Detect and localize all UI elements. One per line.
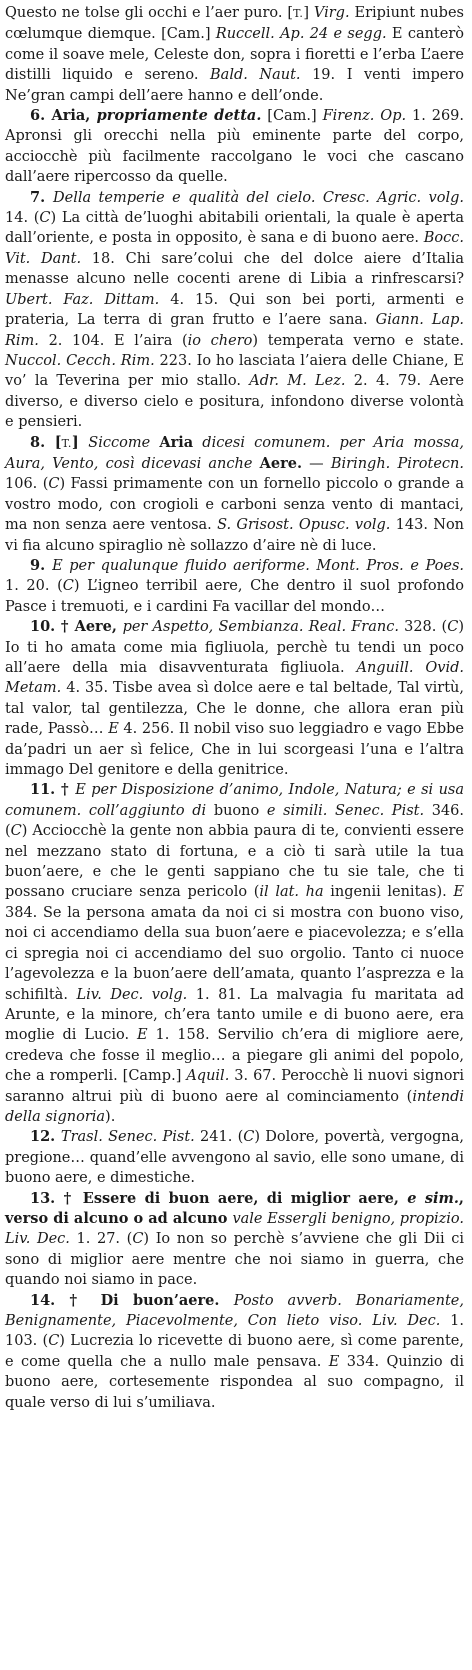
entry-text-run: simili. Senec. Pist. xyxy=(283,802,425,819)
entry-text-run: Bald. Naut. xyxy=(210,67,301,84)
entry-text-run: T. xyxy=(293,7,304,20)
entry-text-run: ) Dolore, povertà, vergogna, pregione… quand’elle avvengono al savio, elle sono umane, di buono aere, e dimestiche. xyxy=(5,1129,464,1187)
dictionary-entry xyxy=(5,1291,464,1413)
entry-text-run: C xyxy=(48,1333,60,1350)
entry-text-run: E per Disposizione d’animo, Indole, Natura; e si usa comunem. coll’aggiunto di xyxy=(5,782,464,819)
entry-text-run: io chero xyxy=(187,332,253,349)
entry-text-run: ) temperata verno e state. xyxy=(252,332,465,349)
entry-text-run: per Aspetto, Sembianza. Real. Franc. xyxy=(122,619,399,636)
entry-text-run: il lat. ha xyxy=(259,884,324,901)
dictionary-entry xyxy=(5,780,464,1127)
entry-text-run: ). xyxy=(105,1108,116,1125)
entry-text-run: 3. 67. Perocchè li nuovi signori saranno altrui più di buono aere al cominciamento ( xyxy=(5,1068,464,1105)
entry-text-run: Siccome xyxy=(88,434,160,451)
entry-text-run: 4. 256. Il nobil viso suo leggiadro e vago Ebbe da’padri un aer sì felice, Che in lui scorgeasi l’una e l’altra immago Del genitore e della genitrice. xyxy=(5,721,464,779)
entry-text-run: intendi della signoria xyxy=(5,1088,464,1125)
dictionary-entry xyxy=(5,1189,464,1291)
entry-text-run: 12. xyxy=(30,1128,61,1146)
entry-text-run: 1. 20. ( xyxy=(5,578,63,595)
dictionary-entry xyxy=(5,188,464,433)
entry-text-run: Aere. xyxy=(259,454,302,472)
entry-text-run: 10. † Aere, xyxy=(30,618,123,636)
entry-text-run: Eripiunt nubes cœlumque diemque. [Cam.] xyxy=(5,5,464,43)
entry-text-run: Firenz. Op. xyxy=(322,108,407,125)
entry-text-run: Giann. Lap. Rim. xyxy=(5,312,464,349)
entry-text-run: e xyxy=(259,802,284,819)
entry-text-run: 2. 104. E l’aira ( xyxy=(38,332,188,349)
entry-text-run: ) Io ti ho amata come mia figliuola, perchè tu tendi un poco all’aere della mia disavventurata figliuola. xyxy=(5,619,464,676)
entry-text-run: ) Fassi primamente con un fornello piccolo o grande a vostro modo, con crogioli e carboni senza vento di mantaci, ma non senza aere ventosa. xyxy=(5,476,464,534)
entry-text-run: ) L’igneo terribil aere, Che dentro il suol profondo Pasce i tremuoti, e i cardini Fa vacillar del mondo… xyxy=(5,578,464,615)
entry-text-run: e sim. xyxy=(407,1189,459,1207)
entry-text-run: Posto avverb. Bonariamente, Benignamente, Piacevolmente, Con lieto viso. Liv. Dec. xyxy=(5,1292,464,1329)
entry-text-run: C xyxy=(62,578,74,595)
entry-text-run: Adr. M. Lez. xyxy=(249,373,346,390)
entry-text-run: buono xyxy=(213,802,260,819)
entry-text-run: Ubert. Faz. Dittam. xyxy=(5,291,160,308)
entry-text-run: 241. ( xyxy=(194,1129,244,1146)
entry-text-run: 19. I venti impero Ne’gran campi dell’aere hanno e dell’onde. xyxy=(5,67,465,104)
entry-text-run: E xyxy=(108,721,119,738)
entry-text-run: 143. Non vi fia alcuno spiraglio nè sollazzo d’aire nè di luce. xyxy=(5,517,465,554)
entry-text-run: Virg. xyxy=(313,5,350,21)
entry-text-run: S. Grisost. Opusc. volg. xyxy=(217,517,391,534)
entry-text-run: Aquil. xyxy=(186,1068,230,1085)
entry-text-run: Biringh. Pirotecn. xyxy=(330,455,464,472)
entry-text-run: Questo ne tolse gli occhi e l’aer puro. [ xyxy=(5,5,294,21)
entry-text-run: E xyxy=(453,884,464,901)
entry-text-run: C xyxy=(39,210,51,227)
entry-text-run: Trasl. Senec. Pist. xyxy=(60,1129,195,1146)
entry-text-run: C xyxy=(243,1129,255,1146)
entry-text-run: C xyxy=(447,619,459,636)
entry-text-run: propriamente detta. xyxy=(96,107,262,125)
entry-text-run: Della temperie e qualità del cielo. Cresc. Agric. volg. xyxy=(53,189,465,206)
entry-text-run: ingenii lenitas). xyxy=(323,884,454,901)
entry-text-run: 1. 103. ( xyxy=(5,1313,464,1350)
dictionary-entry xyxy=(5,1127,464,1188)
entry-text-run: 1. 269. Apronsi gli orecchi nella più eminente parte del corpo, acciocchè più facilmente raccolgano le voci che cascano dall’aere ripercosso da quelle. xyxy=(5,108,465,186)
entry-text-run: 1. 81. La malvagia fu maritata ad Arunte, e la minore, ch’era tanto umile e di buono aere, era moglie di Lucio. xyxy=(5,986,465,1044)
entry-text-run: 4. 15. Qui son bei porti, armenti e prateria, La terra di gran frutto e l’aere sana. xyxy=(5,291,465,329)
entry-text-run: , verso di alcuno o ad alcuno xyxy=(5,1189,464,1227)
entry-text-run: ] xyxy=(303,5,314,21)
entry-text-run: 4. 35. Tisbe avea sì dolce aere e tal beltade, Tal virtù, tal valor, tal gentilezza, Che le donne, che allora eran più rade, Passò… xyxy=(5,680,464,738)
entry-text-run: E canterò come il soave mele, Celeste don, sopra i fioretti e l’erba L’aere distilli liquido e sereno. xyxy=(5,26,464,84)
entry-text-run: Anguill. Ovid. Metam. xyxy=(5,660,464,697)
entry-text-run: C xyxy=(10,823,22,840)
entry-text-run: 334. Quinzio di buono aere, cortesemente rispondea al suo compagno, il quale verso di lui s’umiliava. xyxy=(5,1353,464,1411)
entry-continuation xyxy=(5,3,464,106)
entry-text-run: 223. Io ho lasciata l’aiera delle Chiane, E vo’ la Teverina per mio stallo. xyxy=(5,352,464,390)
entry-text-run: E xyxy=(328,1353,340,1370)
entry-text-run: — xyxy=(302,455,331,472)
entry-text-run: 13. † Essere di buon aere, di miglior aere, xyxy=(30,1189,408,1207)
entry-text-run: 384. Se la persona amata da noi ci si mostra con buono viso, noi ci accendiamo della sua buon’aere e piacevolezza; e s’ella ci spregia noi ci accendiamo del suo orgolio. Tanto ci nuoce l’agevolezza e la buon’aere dell’amata, quanto l’asprezza e la schifiltà. xyxy=(5,904,464,1003)
entry-text-run: ) Acciocchè la gente non abbia paura di te, convienti essere nel mezzano stato di fortuna, e a ciò ti sarà utile la tua buon’aere, e che le genti sappiano che tu sie tale, che ti possano cruciare senza pericolo ( xyxy=(5,823,464,901)
entry-text-run: 6. Aria, xyxy=(30,107,97,125)
entry-text-run: 11. † xyxy=(30,781,76,799)
entry-text-run: dicesi comunem. per Aria mossa, Aura, Vento, così dicevasi anche xyxy=(5,434,464,472)
entry-text-run: T. xyxy=(61,436,72,450)
entry-text-run: 106. ( xyxy=(5,476,49,493)
entry-text-run: Ruccell. Ap. 24 e segg. xyxy=(215,26,387,43)
dictionary-entry xyxy=(5,617,464,780)
entry-text-run: [Cam.] xyxy=(261,108,323,125)
entry-text-run: 1. 27. ( xyxy=(69,1231,133,1248)
dictionary-entry xyxy=(5,106,464,188)
entry-text-run: 346. ( xyxy=(5,802,464,840)
entry-text-run: ) La città de’luoghi abitabili orientali, la quale è aperta dall’oriente, e posta in opposito, è sana e di buono aere. xyxy=(5,210,465,247)
entry-text-run: 7. xyxy=(30,188,53,206)
dictionary-entry xyxy=(5,433,464,556)
entry-text-run: C xyxy=(48,476,60,493)
entry-text-run: 8. [ xyxy=(30,433,62,451)
entry-text-run: 14. † Di buon’aere. xyxy=(30,1291,234,1309)
entry-text-run: ] xyxy=(71,433,89,451)
entry-text-run: Bocc. Vit. Dant. xyxy=(5,230,464,267)
entry-text-run: ) Io non so perchè s’avviene che gli Dii ci sono di miglior aere mentre che noi siamo in guerra, che quando noi siamo in pace. xyxy=(5,1231,464,1289)
entry-text-run: E xyxy=(137,1027,148,1044)
entry-text-run: 14. ( xyxy=(5,210,40,227)
dictionary-entry xyxy=(5,556,464,617)
entry-text-run: 2. 4. 79. Aere diverso, e diverso cielo e positura, infondono diverse volontà e pensieri. xyxy=(5,373,465,431)
entry-text-run: Nuccol. Cecch. Rim. xyxy=(5,352,155,369)
entry-text-run: 328. ( xyxy=(398,619,448,636)
entry-text-run: 18. Chi sare’colui che del dolce aiere d’Italia menasse alcuno nelle cocenti arene di Libia a rinfrescarsi? xyxy=(5,250,465,288)
entry-text-run: Liv. Dec. volg. xyxy=(76,986,188,1003)
entry-text-run: 9. xyxy=(30,556,53,574)
entry-text-run: E per qualunque fluido aeriforme. Mont. Pros. e Poes. xyxy=(52,557,464,574)
entry-text-run: ) Lucrezia lo ricevette di buono aere, sì come parente, e come quella che a nullo male pensava. xyxy=(5,1333,464,1370)
entry-text-run: 1. 158. Servilio ch’era di migliore aere, credeva che fosse il meglio… a piegare gli animi del popolo, che a romperli. [Camp.] xyxy=(5,1027,464,1085)
entry-text-run: Aria xyxy=(159,433,194,451)
entry-text-run: C xyxy=(132,1231,144,1248)
entry-text-run: vale Essergli benigno, propizio. Liv. Dec. xyxy=(5,1210,464,1248)
